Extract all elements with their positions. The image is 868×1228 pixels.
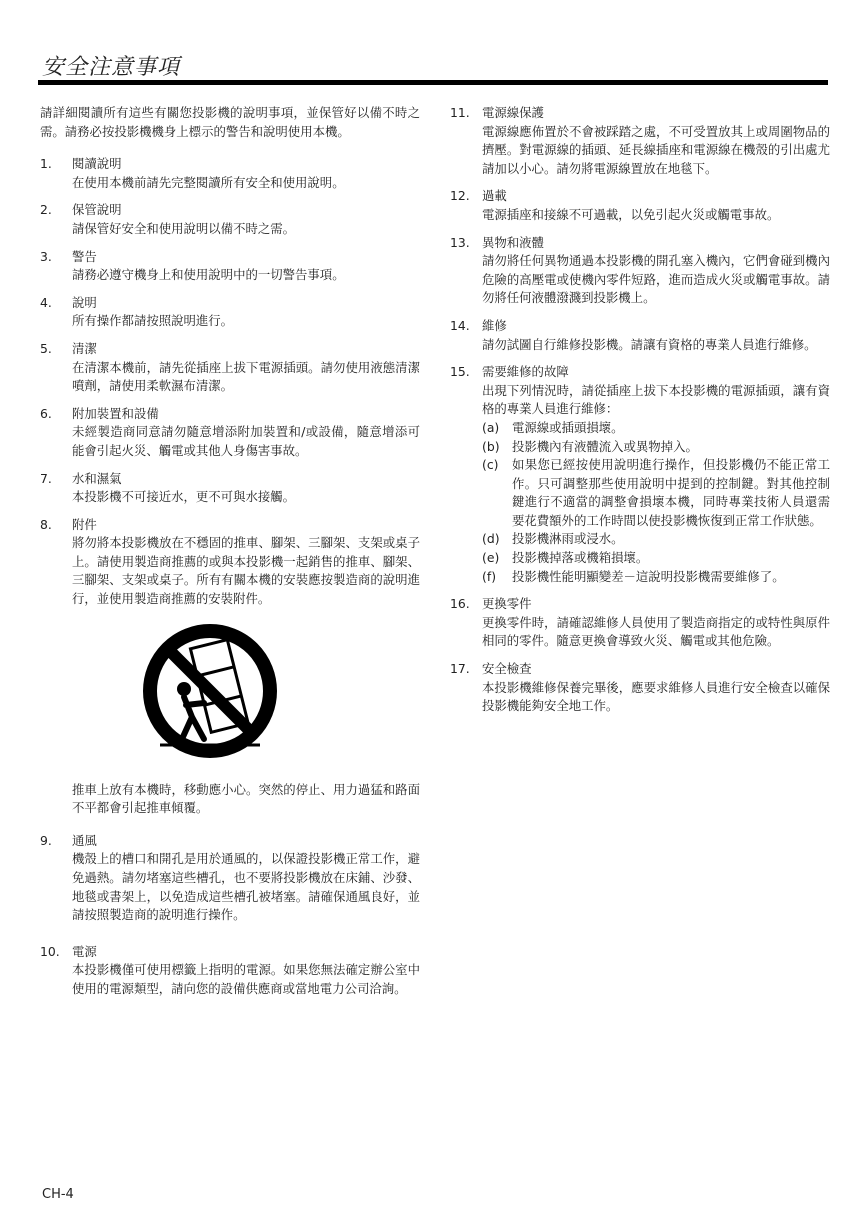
- item-number: 11.: [450, 105, 470, 120]
- item-body: 在清潔本機前，請先從插座上拔下電源插頭。請勿使用液態清潔噴劑，請使用柔軟濕布清潔。: [72, 359, 420, 394]
- right-column: [450, 104, 830, 725]
- page-number: CH-4: [42, 1187, 74, 1202]
- list-item: [450, 595, 830, 651]
- sub-item-label: (e): [482, 550, 500, 566]
- item-body: 電源線應佈置於不會被踩踏之處，不可受置放其上或周圍物品的擠壓。對電源線的插頭、延長線插座和電源線在機殼的引出處尤請加以小心。請勿將電源線置放在地毯下。: [482, 123, 830, 176]
- list-item: [40, 405, 420, 461]
- list-item: [450, 104, 830, 178]
- list-item: [450, 234, 830, 308]
- list-item: [40, 516, 420, 609]
- item-heading: 警告: [72, 248, 97, 264]
- item-number: 14.: [450, 317, 470, 333]
- item-body: 在使用本機前請先完整閱讀所有安全和使用說明。: [72, 174, 345, 190]
- list-item: [40, 832, 420, 925]
- sub-item-text: 投影機淋雨或浸水。: [512, 531, 624, 547]
- list-item: [40, 340, 420, 396]
- sub-item: [482, 419, 830, 438]
- cart-tipover-icon: [140, 621, 280, 761]
- item-body: 請勿將任何異物通過本投影機的開孔塞入機內，它們會碰到機內危險的高壓電或使機內零件短路，進而造成火災或觸電事故。請勿將任何液體潑濺到投影機上。: [482, 253, 830, 306]
- sub-item-text: 投影機掉落或機箱損壞。: [512, 550, 649, 566]
- item-body: 出現下列情況時，請從插座上拔下本投影機的電源插頭，讓有資格的專業人員進行維修：: [482, 382, 830, 417]
- sub-item: [482, 530, 830, 549]
- item-heading: 通風: [72, 832, 97, 848]
- sub-item-text: 投影機性能明顯變差－這說明投影機需要維修了。: [512, 568, 785, 584]
- item-heading: 安全檢查: [482, 661, 532, 677]
- list-item: [450, 363, 830, 586]
- item-body: 請勿試圖自行維修投影機。請讓有資格的專業人員進行維修。: [482, 336, 817, 352]
- list-item: [450, 187, 830, 224]
- list-item: [40, 943, 420, 999]
- item-heading: 電源: [72, 943, 97, 959]
- item-body: 所有操作都請按照說明進行。: [72, 313, 234, 329]
- sub-item-label: (b): [482, 438, 500, 454]
- sub-item: [482, 456, 830, 530]
- item-heading: 異物和液體: [482, 234, 544, 250]
- item-heading: 說明: [72, 294, 97, 310]
- item-heading: 附件: [72, 516, 97, 532]
- sub-item: [482, 568, 830, 587]
- list-item: [40, 470, 420, 507]
- list-item: [450, 317, 830, 354]
- left-column: [40, 104, 420, 1008]
- item-number: 17.: [450, 661, 470, 677]
- title-rule: [38, 80, 828, 85]
- cart-warning-figure: [40, 621, 420, 761]
- page-title: 安全注意事項: [42, 55, 181, 80]
- item-number: 1.: [40, 156, 52, 172]
- item-number: 4.: [40, 294, 52, 310]
- item-heading: 水和濕氣: [72, 470, 122, 486]
- item-body: 未經製造商同意請勿隨意增添附加裝置和/或設備，隨意增添可能會引起火災、觸電或其他人身傷害事故。: [72, 424, 420, 458]
- sub-item-text: 如果您已經按使用說明進行操作，但投影機仍不能正常工作。只可調整那些使用說明中提到的控制鍵。對其他控制鍵進行不適當的調整會損壞本機，同時專業技術人員還需要花費額外的工作時間以使投影機恢復到正常工作狀態。: [512, 457, 830, 528]
- item-number: 3.: [40, 248, 52, 264]
- item-body: 機殼上的槽口和開孔是用於通風的，以保證投影機正常工作，避免過熱。請勿堵塞這些槽孔，也不要將投影機放在床鋪、沙發、地毯或書架上，以免造成這些槽孔被堵塞。請確保通風良好，並請按照製造商的說明進行操作。: [72, 851, 420, 923]
- item-heading: 附加裝置和設備: [72, 405, 159, 421]
- figure-caption: 推車上放有本機時，移動應小心。突然的停止、用力過猛和路面不平都會引起推車傾覆。: [72, 781, 420, 816]
- item-heading: 清潔: [72, 340, 97, 356]
- item-number: 16.: [450, 596, 470, 612]
- item-number: 9.: [40, 832, 52, 848]
- sub-item: [482, 549, 830, 568]
- item-number: 2.: [40, 202, 52, 218]
- item-heading: 更換零件: [482, 596, 532, 612]
- sub-item-text: 投影機內有液體流入或異物掉入。: [512, 438, 698, 454]
- item-body: 請務必遵守機身上和使用說明中的一切警告事項。: [72, 267, 345, 283]
- sub-item: [482, 438, 830, 457]
- item-body: 請保管好安全和使用說明以備不時之需。: [72, 220, 296, 236]
- item-heading: 電源線保護: [482, 105, 544, 120]
- item-heading: 需要維修的故障: [482, 364, 569, 380]
- sub-item-label: (c): [482, 457, 499, 473]
- sub-item-label: (f): [482, 568, 497, 584]
- item-body: 本投影機維修保養完畢後，應要求維修人員進行安全檢查以確保投影機能夠安全地工作。: [482, 679, 830, 714]
- item-heading: 保管說明: [72, 202, 122, 218]
- list-item: [40, 155, 420, 192]
- list-item: [40, 294, 420, 331]
- item-heading: 維修: [482, 317, 507, 333]
- item-number: 6.: [40, 405, 52, 421]
- item-body: 本投影機不可接近水，更不可與水接觸。: [72, 489, 296, 505]
- intro-paragraph: 請詳細閱讀所有這些有關您投影機的說明事項，並保管好以備不時之需。請務必按投影機機身上標示的警告和說明使用本機。: [40, 105, 420, 139]
- item-body: 電源插座和接線不可過載，以免引起火災或觸電事故。: [482, 206, 780, 222]
- item-number: 12.: [450, 188, 470, 204]
- item-heading: 閱讀說明: [72, 156, 122, 172]
- item-number: 5.: [40, 340, 52, 356]
- item-number: 7.: [40, 470, 52, 486]
- item-body: 本投影機僅可使用標籤上指明的電源。如果您無法確定辦公室中使用的電源類型，請向您的設備供應商或當地電力公司洽詢。: [72, 962, 420, 996]
- sub-item-label: (a): [482, 419, 500, 435]
- item-number: 8.: [40, 516, 52, 532]
- item-heading: 過載: [482, 188, 507, 204]
- item-number: 13.: [450, 234, 470, 250]
- sub-item-label: (d): [482, 531, 500, 547]
- list-item: [450, 660, 830, 716]
- item-body: 更換零件時，請確認維修人員使用了製造商指定的或特性與原件相同的零件。隨意更換會導致火災、觸電或其他危險。: [482, 614, 830, 649]
- item-number: 10.: [40, 943, 60, 959]
- item-number: 15.: [450, 364, 470, 380]
- item-body: 將勿將本投影機放在不穩固的推車、腳架、三腳架、支架或桌子上。請使用製造商推薦的或與本投影機一起銷售的推車、腳架、三腳架、支架或桌子。所有有關本機的安裝應按製造商的說明進行，並使用製造商推薦的安裝附件。: [72, 535, 420, 607]
- list-item: [40, 201, 420, 238]
- list-item: [40, 248, 420, 285]
- sub-item-text: 電源線或插頭損壞。: [512, 419, 624, 435]
